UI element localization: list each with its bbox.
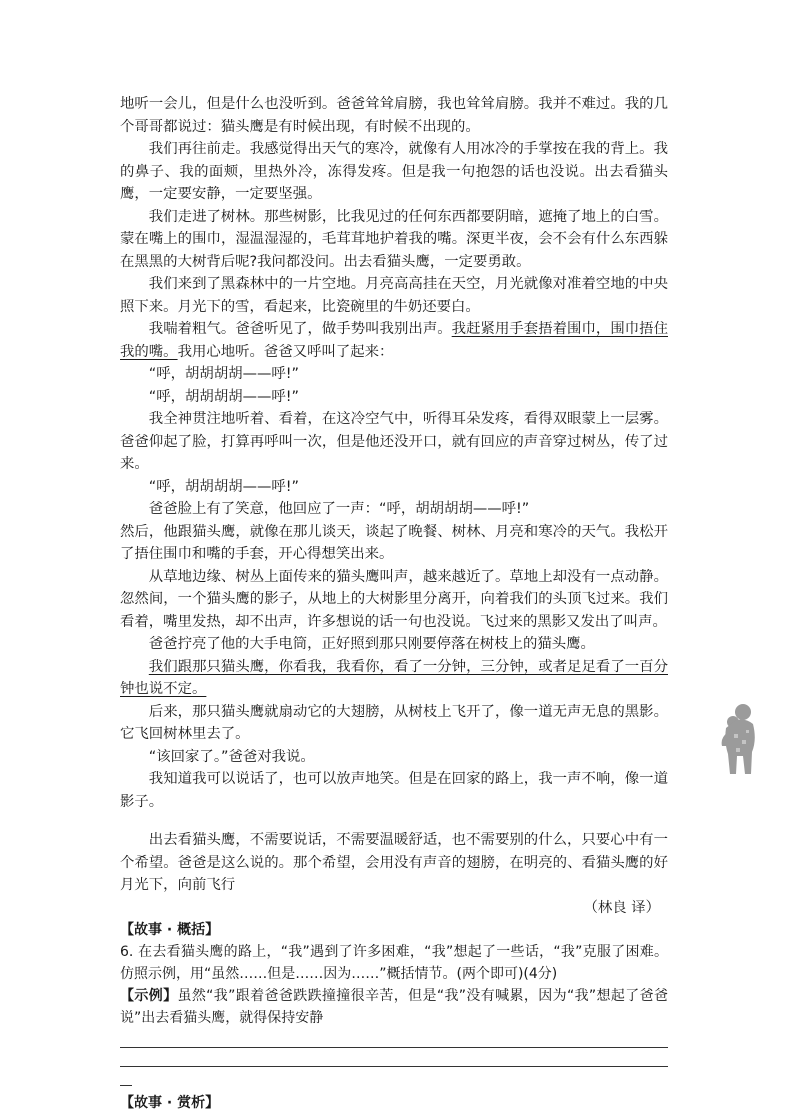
owl-call-1: “呼，胡胡胡胡——呼!”: [148, 366, 299, 382]
story-paragraph-12: “该回家了。”爸爸对我说。: [148, 748, 315, 765]
story-paragraph-4: 我们来到了黑森林中的一片空地。月亮高高挂在天空，月光就像对准着空地的中央照下来。月光下的雪，看起来，比瓷碗里的牛奶还要白。: [120, 276, 668, 315]
owl-call-2: “呼，胡胡胡胡——呼!”: [148, 388, 299, 405]
story-paragraph-6: 我全神贯注地听着、看着，在这冷空气中，听得耳朵发疼，看得双眼蒙上一层雾。爸爸仰起了脸，打算再呼叫一次，但是他还没开口，就有回应的声音穿过树丛，传了过来。: [120, 411, 668, 472]
example-label: 【示例】: [120, 988, 178, 1004]
story-paragraph-9: 爸爸拧亮了他的大手电筒，正好照到那只刚要停落在树枝上的猫头鹰。: [148, 636, 595, 652]
story-paragraph-8: 从草地边缘、树丛上面传来的猫头鹰叫声，越来越近了。草地上却没有一点动静。忽然间，一个猫头鹰的影子，从地上的大树影里分离开，向着我们的头顶飞过来。我们看着，嘴里发热，却不出声，许多想说的话一句也没说。飞过来的黑影又发出了叫声。: [120, 568, 668, 630]
document-body: [120, 93, 668, 1114]
paragraph-gap: [120, 813, 668, 829]
p5-underlined-sentence: 我赶紧用手套捂着围巾，围巾捂住我的嘴。: [120, 321, 668, 360]
p5-plain: 我喘着粗气。爸爸听见了，做手势叫我别出声。: [148, 321, 452, 337]
story-paragraph-11: 后来，那只猫头鹰就扇动它的大翅膀，从树枝上飞开了，像一道无声无息的黑影。它飞回树林里去了。: [120, 703, 668, 742]
story-paragraph-14: 出去看猫头鹰，不需要说话，不需要温暖舒适，也不需要别的什么，只要心中有一个希望。爸爸是这么说的。那个希望，会用没有声音的翅膀，在明亮的、看猫头鹰的好月光下，向前飞行: [120, 832, 668, 893]
story-paragraph-3: 我们走进了树林。那些树影，比我见过的任何东西都要阴暗，遮掩了地上的白雪。蒙在嘴上的围巾，湿温湿湿的，毛茸茸地护着我的嘴。深更半夜，会不会有什么东西躲在黑黑的大树背后呢?我问都没问。出去看猫头鹰，一定要勇敢。: [120, 208, 668, 270]
p5-tail: 我用心地听。爸爸又呼叫了起来：: [177, 343, 394, 360]
father-child-illustration: [716, 702, 766, 778]
answer-line-2[interactable]: [120, 1066, 668, 1067]
story-paragraph-10: [120, 656, 668, 701]
story-paragraph-7a: 爸爸脸上有了笑意，他回应了一声：“呼，胡胡胡胡——呼!”: [148, 501, 530, 517]
translator-credit: （林良 译）: [583, 899, 660, 916]
story-paragraph-5: [120, 318, 668, 363]
story-paragraph-2: 我们再往前走。我感觉得出天气的寒冷，就像有人用冰冷的手掌按在我的背上。我的鼻子、我的面颊，里热外冷，冻得发疼。但是我一句抱怨的话也没说。出去看猫头鹰，一定要安静，一定要坚强。: [120, 141, 668, 202]
section-heading-appreciation: 【故事 · 赏析】: [120, 1095, 220, 1111]
story-paragraph-13: 我知道我可以说话了，也可以放声地笑。但是在回家的路上，我一声不响，像一道影子。: [120, 771, 668, 810]
p10-underlined-sentence: 我们跟那只猫头鹰，你看我，我看你，看了一分钟，三分钟，或者足足看了一百分钟也说不定。: [120, 658, 668, 697]
answer-line-stub: [120, 1085, 132, 1086]
answer-line-1[interactable]: [120, 1047, 668, 1048]
example-answer: [120, 985, 668, 1029]
story-paragraph-7b: 然后，他跟猫头鹰，就像在那儿谈天，谈起了晚餐、树林、月亮和寒冷的天气。我松开了捂住围巾和嘴的手套，开心得想笑出来。: [120, 523, 668, 562]
question-6: 6. 在去看猫头鹰的路上，“我”遇到了许多困难，“我”想起了一些话，“我”克服了困难。仿照示例，用“虽然……但是……因为……”概括情节。(两个即可)(4分): [120, 944, 668, 982]
section-heading-summary: 【故事 · 概括】: [120, 922, 220, 938]
example-text: 虽然“我”跟着爸爸跌跌撞撞很辛苦，但是“我”没有喊累，因为“我”想起了爸爸说”出去看猫头鹰，就得保持安静: [120, 988, 668, 1026]
story-paragraph-1: 地听一会儿，但是什么也没听到。爸爸耸耸肩膀，我也耸耸肩膀。我并不难过。我的几个哥哥都说过：猫头鹰是有时候出现，有时候不出现的。: [120, 96, 668, 135]
owl-call-3: “呼，胡胡胡胡——呼!”: [148, 478, 299, 495]
